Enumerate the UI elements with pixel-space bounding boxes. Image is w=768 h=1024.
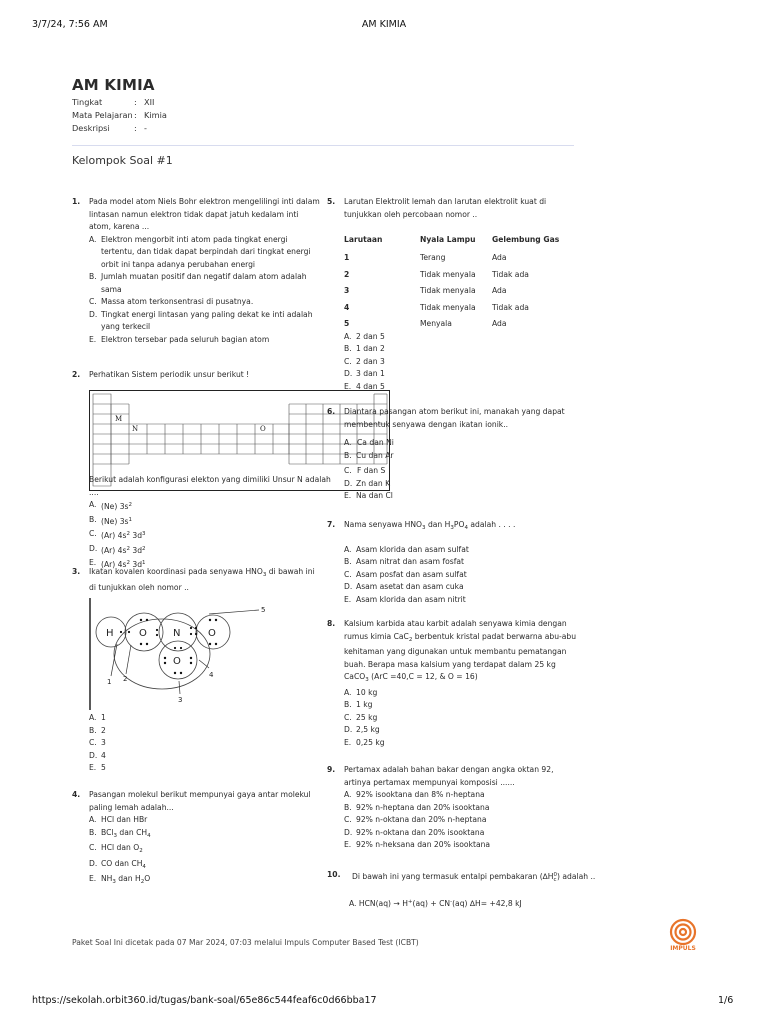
- option: C. 92% n-oktana dan 20% n-heptana: [344, 815, 487, 824]
- impuls-logo: [666, 918, 700, 952]
- option: D. Zn dan K: [344, 478, 391, 488]
- option: C. (Ar) $4s^2$ $3d^3$: [89, 529, 146, 540]
- question-7: 7. Nama senyawa $HNO_3$ dan $H_3PO_4$ adalah . . . . A. Asam klorida dan asam sulfat B. Asam nitrat dan asam fosfat C. Asam posfat dan asam sulfat D. Asam asetat dan asam cuka E. Asam klorida dan asam nitrit: [327, 519, 577, 606]
- option: A. 92% isooktana dan 8% n-heptana: [344, 790, 485, 799]
- option: E. 4 dan 5: [344, 381, 385, 391]
- svg-text:3: 3: [178, 696, 183, 704]
- option: D. 4: [89, 750, 106, 760]
- label-n: N: [132, 425, 139, 433]
- option: E. Asam klorida dan asam nitrit: [344, 594, 466, 604]
- option: E. Na dan Cl: [344, 491, 393, 500]
- svg-text:4: 4: [209, 671, 214, 679]
- option: B. Jumlah muatan positif dan negatif dalam atom adalah sama: [89, 272, 307, 294]
- table-row: 3 Tidak menyala Ada: [344, 286, 507, 295]
- svg-text:H: H: [106, 628, 114, 639]
- option: C. Asam posfat dan asam sulfat: [344, 569, 467, 579]
- table-row: 5 Menyala Ada: [344, 319, 507, 328]
- table-header-row: Larutaan Nyala Lampu Gelembung Gas: [344, 235, 560, 244]
- option: E. 5: [89, 763, 106, 772]
- option: A. Elektron mengorbit inti atom pada tingkat energi tertentu, dan tidak dapat berpindah dari tingkat energi orbit ini tanpa adanya perubahan energi: [89, 234, 311, 269]
- divider: [72, 145, 574, 146]
- option: B. 92% n-heptana dan 20% isooktana: [344, 802, 490, 812]
- option: D. 2,5 kg: [344, 725, 380, 734]
- print-footer-note: Paket Soal Ini dicetak pada 07 Mar 2024, 07:03 melalui Impuls Computer Based Test (ICBT): [72, 938, 419, 947]
- hno3-lewis-diagram: [89, 598, 279, 710]
- question-3-options: [72, 712, 322, 775]
- svg-text:IMPULS: IMPULS: [670, 945, 696, 952]
- question-9: 9. Pertamax adalah bahan bakar dengan angka oktan 92, artinya pertamax mempunyai komposisi ...... A. 92% isooktana dan 8% n-heptana B. 92% n-heptana dan 20% isooktana C. 92% n-oktana dan 20% n-heptana D. 92% n-oktana dan 20% isooktana E. 92% n-heksana dan 20% isooktana: [327, 764, 577, 852]
- option: A. HCl dan HBr: [89, 815, 148, 824]
- meta-row: Tingkat : XII: [72, 97, 155, 107]
- option: C. Massa atom terkonsentrasi di pusatnya.: [89, 297, 254, 306]
- option: B. 1 kg: [344, 700, 373, 709]
- option: B. Cu dan Ar: [344, 451, 394, 460]
- option: E. 92% n-heksana dan 20% isooktana: [344, 840, 491, 849]
- option: D. Asam asetat dan asam cuka: [344, 582, 464, 591]
- option: A. 10 kg: [344, 687, 378, 697]
- svg-text:O: O: [208, 628, 216, 639]
- print-title: AM KIMIA: [361, 19, 407, 30]
- svg-text:O: O: [173, 656, 181, 667]
- option: D. 3 dan 1: [344, 369, 385, 378]
- question-5: 5. Larutan Elektrolit lemah dan larutan elektrolit kuat di tunjukkan oleh percobaan nomor .. Larutaan Nyala Lampu Gelembung Gas 1 Terang Ada 2 Tidak menyala Tidak ada 3 Tidak menyala Ada 4 Tidak menyala Tidak ada 5 Menyala Ada A. 2 dan 5 B. 1 dan 2 C. 2 dan 3 D. 3 dan 1 E. 4 dan 5: [327, 196, 577, 393]
- option: B. 1 dan 2: [344, 344, 385, 353]
- question-2-body: Berikut adalah konfigurasi elekton yang dimiliki Unsur N adalah .... A. (Ne) $3s^2$ B. (Ne) $3s^1$ C. (Ar) $4s^2$ $3d^3$ D. (Ar) $4s^2$ $3d^2$ E. (Ar) $4s^2$ $3d^1$: [72, 474, 342, 572]
- doc-meta: [72, 96, 167, 135]
- option: D. 92% n-oktana dan 20% isooktana: [344, 827, 485, 837]
- question-6: 6. Diantara pasangan atom berikut ini, manakah yang dapat membentuk senyawa dengan ikatan ionik.. A. Ca dan Ni B. Cu dan Ar C. F dan S D. Zn dan K E. Na dan Cl: [327, 406, 577, 503]
- option: D. (Ar) $4s^2$ $3d^2$: [89, 543, 146, 555]
- option: D. CO dan $CH_4$: [89, 858, 146, 870]
- svg-text:N: N: [173, 628, 181, 639]
- question-8: 8. Kalsium karbida atau karbit adalah senyawa kimia dengan rumus kimia CaC$_2$ berbentuk kristal padat berwarna abu-abu kehitaman yang digunakan untuk membantu pematangan buah. Berapa masa kalsium yang terdapat dalam 25 kg CaCO$_3$ (ArC =40,C = 12, & O = 16) A. 10 kg B. 1 kg C. 25 kg D. 2,5 kg E. 0,25 kg: [327, 618, 577, 749]
- option: A. Asam klorida dan asam sulfat: [344, 544, 469, 554]
- print-page-number: 1/6: [718, 995, 734, 1006]
- group-title: Kelompok Soal #1: [72, 154, 173, 167]
- question-10: 10. Di bawah ini yang termasuk entalpi pembakaran $(\Delta H_c^0)$ adalah .. A. HCN(aq) → H+(aq) + CN-(aq) ∆H= +42,8 kJ: [327, 869, 597, 910]
- svg-text:2: 2: [123, 675, 128, 683]
- svg-text:1: 1: [107, 678, 112, 686]
- option: A. (Ne) $3s^2$: [89, 500, 132, 511]
- option: D. Tingkat energi lintasan yang paling dekat ke inti adalah yang terkecil: [89, 309, 313, 331]
- option: E. 0,25 kg: [344, 737, 385, 747]
- option: C. 25 kg: [344, 712, 378, 722]
- label-m: M: [115, 415, 123, 423]
- option: B. 2: [89, 725, 106, 735]
- table-row: 2 Tidak menyala Tidak ada: [344, 269, 529, 279]
- meta-row: Mata Pelajaran : Kimia: [72, 110, 167, 120]
- option: B. Asam nitrat dan asam fosfat: [344, 557, 465, 566]
- option: A. HCN(aq) → H+(aq) + CN-(aq) ∆H= +42,8 kJ: [349, 898, 522, 908]
- question-3: 3. Ikatan kovalen koordinasi pada senyawa $HNO_3$ di bawah ini di tunjukkan oleh nomor ..: [72, 567, 315, 592]
- option: A. 2 dan 5: [344, 331, 385, 341]
- question-4: 4. Pasangan molekul berikut mempunyai gaya antar molekul paling lemah adalah... A. HCl dan HBr B. BCl$_3$ dan $CH_4$ C. HCl dan $O_2$ D. CO dan $CH_4$ E. $NH_3$ dan $H_2O$: [72, 789, 322, 889]
- option: E. $NH_3$ dan $H_2O$: [89, 874, 151, 885]
- electrolyte-table: [344, 234, 559, 335]
- question-2: 2. Perhatikan Sistem periodik unsur berikut !: [72, 370, 250, 379]
- option: C. F dan S: [344, 465, 386, 475]
- option: C. 2 dan 3: [344, 356, 385, 366]
- label-o: O: [260, 425, 266, 433]
- meta-row: Deskripsi : -: [72, 123, 147, 133]
- option: B. BCl$_3$ dan $CH_4$: [89, 827, 151, 839]
- option: A. Ca dan Ni: [344, 438, 394, 447]
- svg-text:O: O: [139, 628, 147, 639]
- print-url: https://sekolah.orbit360.id/tugas/bank-soal/65e86c544feaf6c0d66bba17: [32, 995, 377, 1006]
- svg-text:5: 5: [261, 606, 266, 614]
- question-1: 1. Pada model atom Niels Bohr elektron mengelilingi inti dalam lintasan namun elektron tidak dapat jatuh kedalam inti atom, karena ... A. Elektron mengorbit inti atom pada tingkat energi tertentu, dan tidak dapat berpindah dari tingkat energi orbit ini tanpa adanya perubahan energi B. Jumlah muatan positif dan negatif dalam atom adalah sama C. Massa atom terkonsentrasi di pusatnya. D. Tingkat energi lintasan yang paling dekat ke inti adalah yang terkecil E. Elektron tersebar pada seluruh bagian atom: [72, 196, 322, 346]
- option: B. (Ne) $3s^1$: [89, 514, 132, 526]
- option: E. (Ar) $4s^2$ $3d^1$: [89, 558, 146, 569]
- option: C. 3: [89, 738, 106, 747]
- doc-title: AM KIMIA: [72, 76, 155, 94]
- table-row: 4 Tidak menyala Tidak ada: [344, 302, 529, 312]
- option: E. Elektron tersebar pada seluruh bagian atom: [89, 334, 270, 344]
- option: A. 1: [89, 713, 106, 722]
- option: C. HCl dan $O_2$: [89, 843, 143, 854]
- print-datetime: 3/7/24, 7:56 AM: [32, 19, 108, 30]
- table-row: 1 Terang Ada: [344, 253, 507, 262]
